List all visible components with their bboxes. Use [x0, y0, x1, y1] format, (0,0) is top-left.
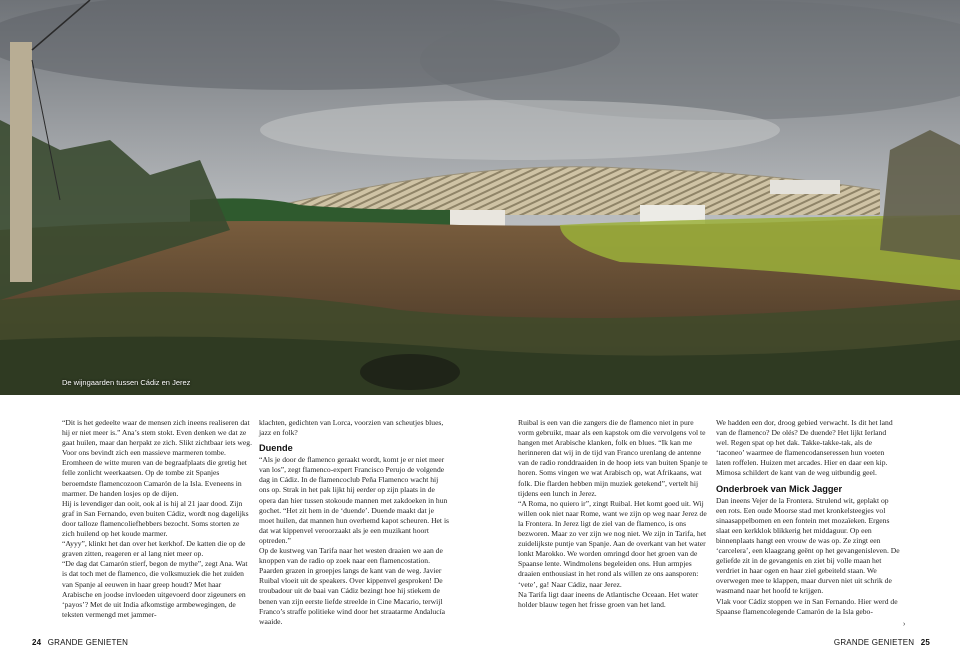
column-4-body-text: Dan ineens Vejer de la Frontera. Strulend wit, geplakt op een rots. Een oude Moorse stad met kronkelsteegjes vol sinaasappelbomen en een fontein met mozaïeken. Ergens slaat een kerkklok blikkerig het middaguur. Op een binnenplaats hangt een vrouw de was op. Ze zingt een ‘carcelera’, een klaagzang geënt op het gevangenisleven. De geliefde zit in de gevangenis en ziet bij volle maan het verdriet in haar ogen en haar ziel gebeiteld staan. We overwegen mee te klappen, maar durven niet uit schrik de wasmand naar het hoofd te krijgen. Vlak voor Cádiz stoppen we in San Fernando. Hier werd de Spaanse flamencolegende Camarón de la Isla gebo-: [716, 495, 900, 616]
footer-right: [834, 638, 934, 647]
section-heading-duende: Duende: [259, 443, 293, 454]
page-number-right: 25: [920, 638, 930, 647]
article-column-3: [518, 418, 708, 610]
column-1-text: “Dit is het gedeelte waar de mensen zich ineens realiseren dat hij er niet meer is.” Ana’s stem stokt. Even denken we dat ze gaat huilen, maar dan herpakt ze zich. Slikt zichtbaar iets weg. Voor ons bevindt zich een massieve marmeren tombe. Eromheen de witte muren van de begraafplaats die gretig het felle zonlicht weerkaatsen. Op de tombe zit Spanjes beroemdste flamencozoon Camarón de la Isla. Eveneens in marmer. De handen losjes op de dijen. Hij is levendiger dan ooit, ook al is hij al 21 jaar dood. Zijn graf in San Fernando, even buiten Cádiz, wordt nog dagelijks door talloze flamencoliefhebbers bezocht. Soms storten ze zich huilend op het koude marmer. “Ayyy”, klinkt het dan over het kerkhof. De katten die op de graven zitten, reageren er al lang niet meer op. “De dag dat Camarón stierf, begon de mythe”, zegt Ana. Wat is dat toch met de flamenco, die volksmuziek die het zuiden van Spanje al eeuwen in haar greep houdt? Met haar Arabische en joodse invloeden uitgevoerd door zigeuners en ‘payos’? Met de uit India afkomstige armbewegingen, de teksten vermengd met jammer-: [62, 418, 252, 619]
column-3-text: Ruibal is een van die zangers die de flamenco niet in pure vorm gebruikt, maar als een kapstok om die vervolgens vol te hangen met Arabische klanken, folk en blues. “Ik kan me herinneren dat wij in de tijd van Franco urenlang de antenne van de radio ronddraaiden in de hoop iets van buiten Spanje te horen. Soms vingen we wat Arabisch op, wat Afrikaans, wat folk. Die flarden hebben mijn muziek getekend”, vertelt hij tijdens een lunch in Jerez. “A Roma, no quiero ir”, zingt Ruibal. Het komt goed uit. Wij willen ook niet naar Rome, want we zijn op weg naar Jerez de la Frontera. In Jerez ligt de ziel van de flamenco, is ons bezworen. Maar zo ver zijn we nog niet. We zijn in Tarifa, het zuidelijkste puntje van Spanje. Aan de overkant van het water lonkt Marokko. We worden omringd door het groen van de Spaanse lente. Windmolens begeleiden ons. Hun armpjes draaien enthousiast in het rond als willen ze ons aansporen: ‘vete’, ga! Naar Cádiz, naar Jerez. Na Tarifa ligt daar ineens de Atlantische Oceaan. Het water holder blauw tegen het frisse groen van het land.: [518, 418, 708, 609]
column-2-body-text: “Als je door de flamenco geraakt wordt, komt je er niet meer van los”, zegt flamenco-expert Francisco Perujo de volgende dag in Cádiz. In de flamencoclub Peña Flamenco wacht hij ons op. Strak in het pak lijkt hij eerder op zijn plaats in de opera dan hier tussen stokoude mannen met zakdoeken in hun gochet. “Het zit hem in de ‘duende’. Duende maakt dat je moet huilen, dat mannen hun overhemd kapot scheuren. Het is dat wat kippenvel veroorzaakt als je een muzikant hoort optreden.” Op de kustweg van Tarifa naar het westen draaien we aan de knoppen van de radio op zoek naar een flamencostation. Paarden grazen in groepjes langs de kant van de weg. Javier Ruibal vloeit uit de speakers. Over kippenvel gesproken! De troubadour uit de baai van Cádiz bezingt hoe hij stiekem de benen van zijn eerste liefde streelde in Cine Macario, terwijl Franco’s straffe politieke wind door het straatarme Andalucía waaide.: [259, 455, 450, 626]
continue-arrow-icon: ›: [903, 621, 906, 628]
magazine-name-right: GRANDE GENIETEN: [833, 638, 915, 647]
article-column-4: [716, 418, 900, 617]
footer-left: [28, 638, 128, 647]
article-column-2: [259, 418, 449, 627]
magazine-name-left: GRANDE GENIETEN: [47, 638, 129, 647]
column-4-intro-text: We hadden een dor, droog gebied verwacht. Is dit het land van de flamenco? De olés? De duende? Het lijkt Ierland wel. Regen spat op het dak. Takke-takke-tak, als de ‘taconeo’ waarmee de flamencodanseressen hun voeten laten roffelen. Huizen met arcades. Hier en daar een kip. Mimosa schildert de kant van de weg uitbundig geel.: [716, 418, 893, 478]
section-heading-mick-jagger: Onderbroek van Mick Jagger: [716, 483, 843, 494]
column-2-intro-text: klachten, gedichten van Lorca, voorzien van scheutjes blues, jazz en folk?: [259, 418, 444, 438]
article-column-1: [62, 418, 252, 620]
page-number-left: 24: [32, 638, 42, 647]
photo-caption: De wijngaarden tussen Cádiz en Jerez: [62, 378, 191, 387]
